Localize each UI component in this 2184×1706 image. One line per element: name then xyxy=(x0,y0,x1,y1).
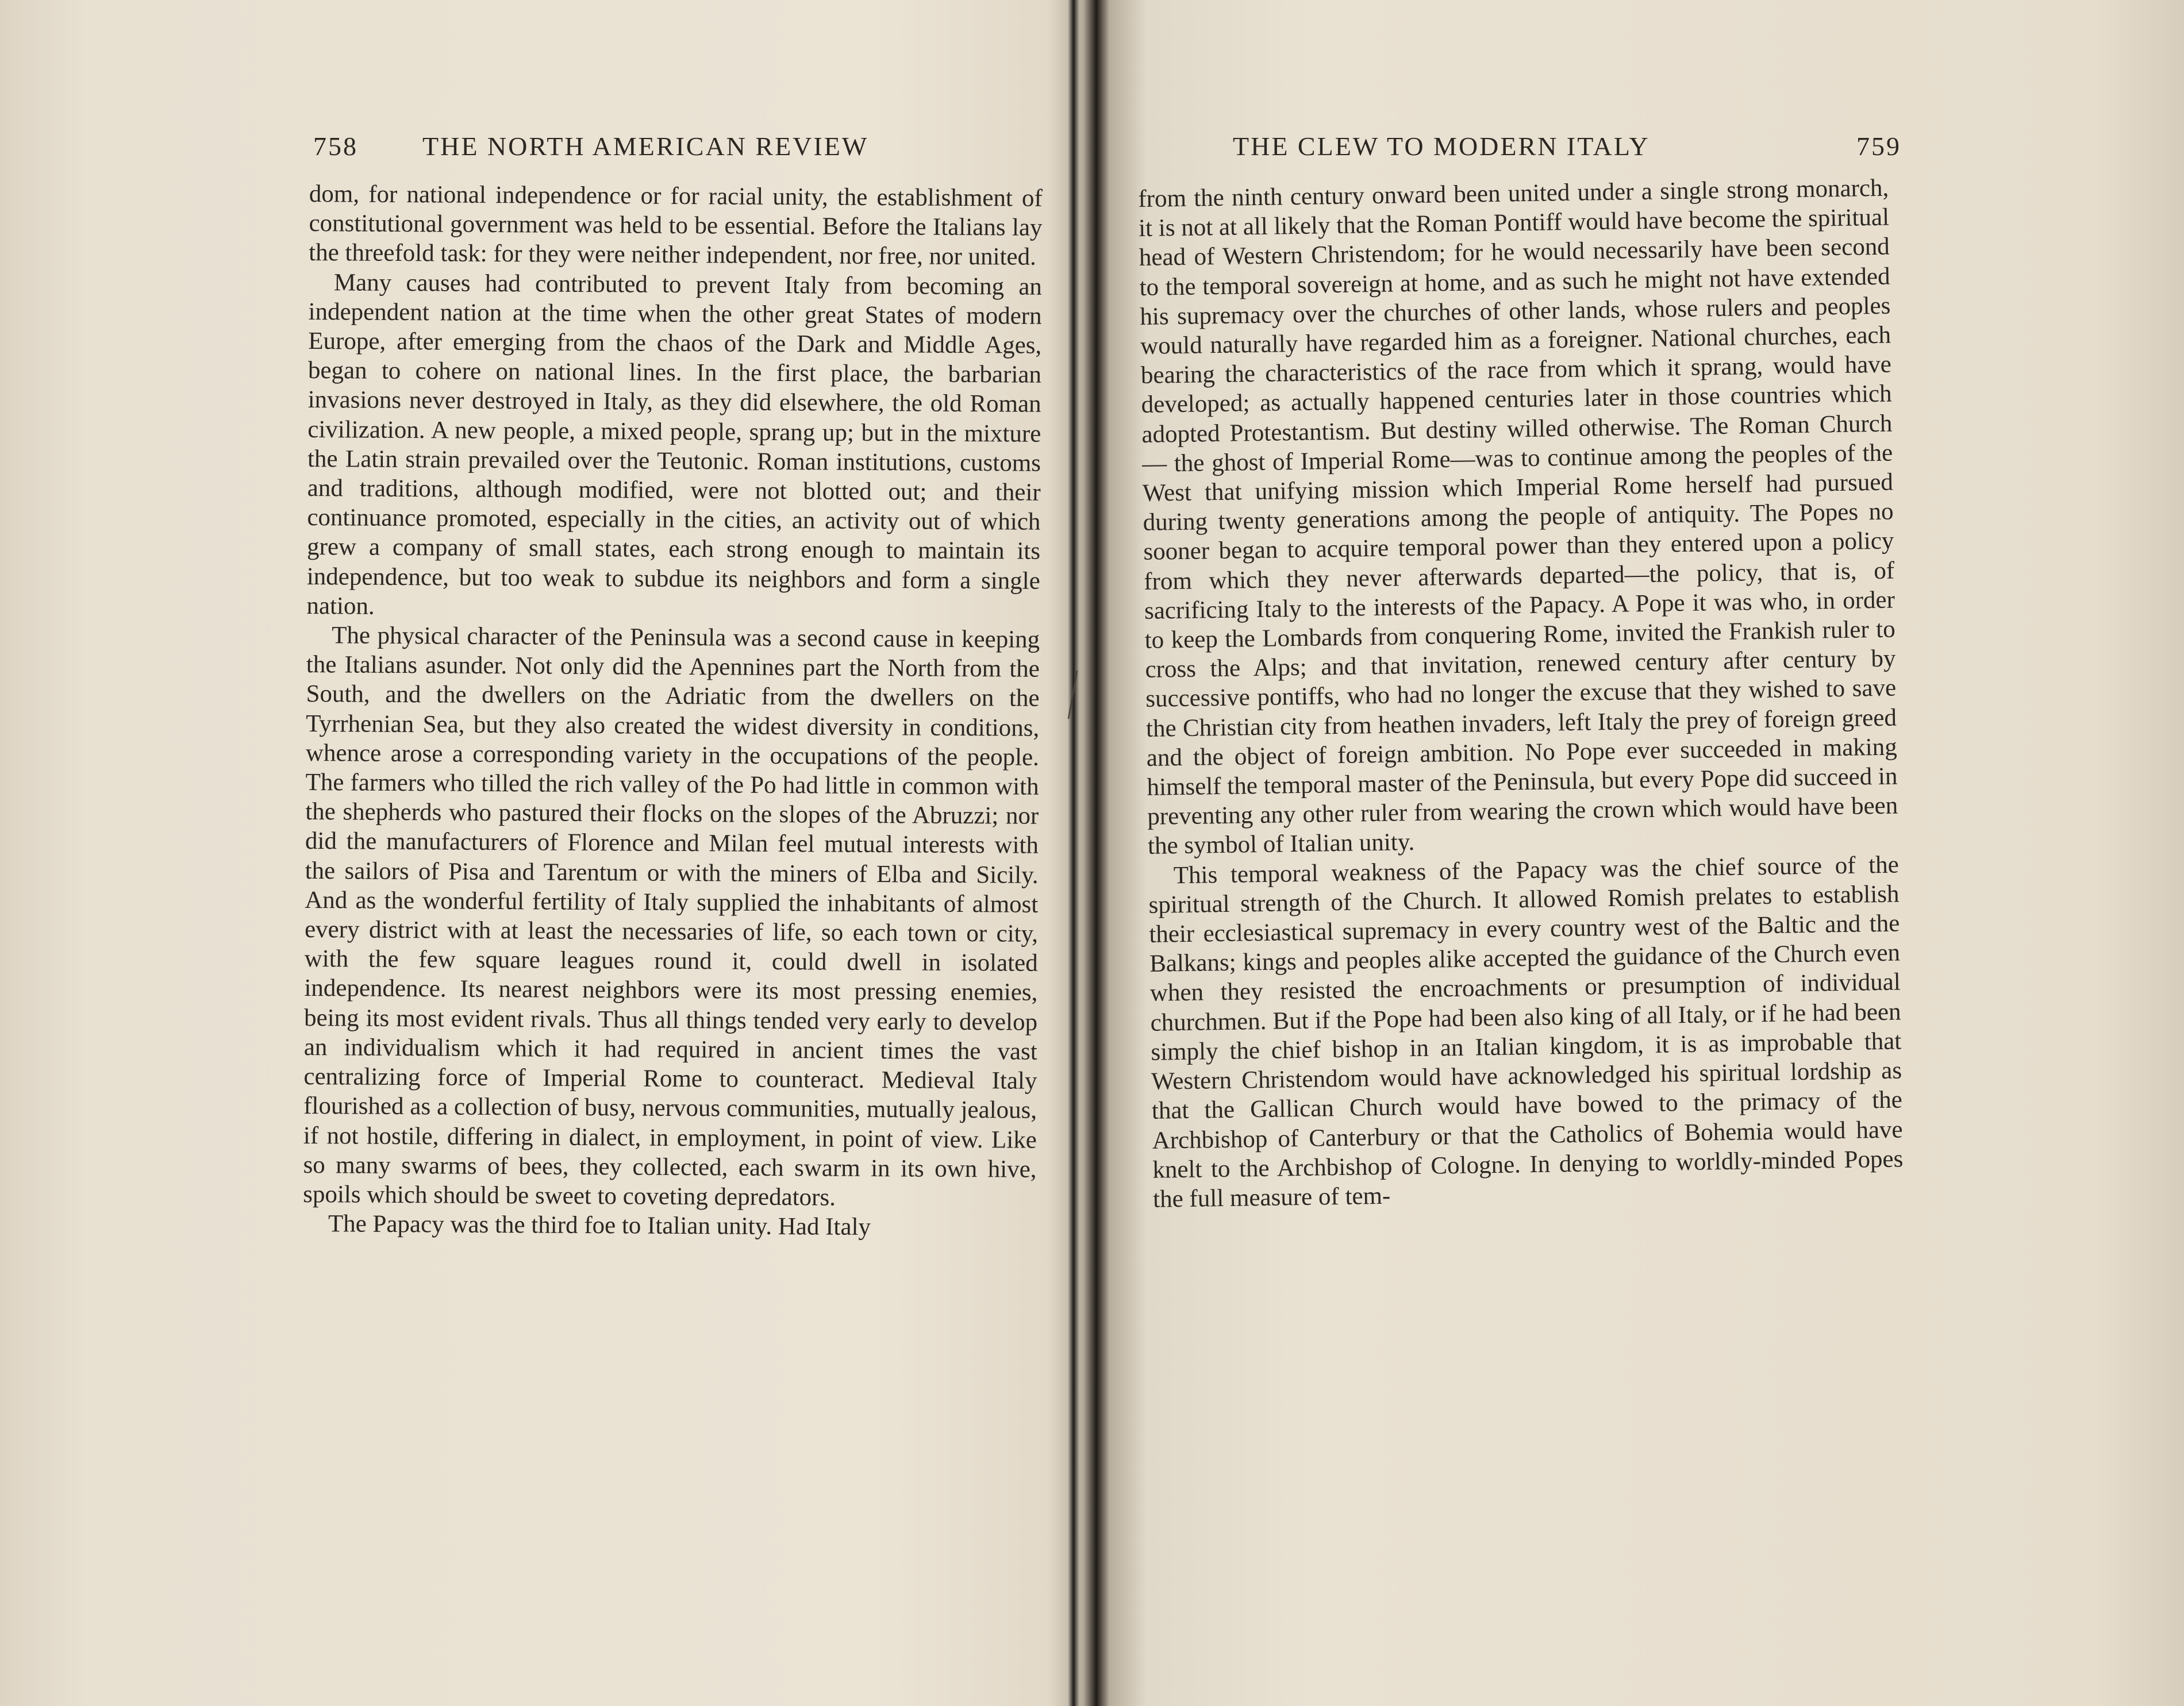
paragraph: This temporal weakness of the Papacy was the chief source of the spiritual strength of the Church. It allowed Romish prelates to establish their ecclesiastical supremacy in every country west of the Baltic and the Balkans; kings and peoples alike accepted the guidance of the Church even when they resisted the encroachments or presumption of individual churchmen. But if the Pope had been also king of all Italy, or if he had been simply the chief bishop in an Italian kingdom, it is as improbable that Western Christendom would have acknowledged his spiritual lordship as that the Gallican Church would have bowed to the primacy of the Archbishop of Canterbury or that the Catholics of Bohemia would have knelt to the Archbishop of Cologne. In denying to worldly-minded Popes the full measure of tem- xyxy=(1148,851,1904,1213)
left-running-head: THE NORTH AMERICAN REVIEW xyxy=(422,132,869,161)
right-running-head: THE CLEW TO MODERN ITALY xyxy=(1233,132,1650,161)
left-text-column xyxy=(303,179,1043,1243)
paragraph: The Papacy was the third foe to Italian unity. Had Italy xyxy=(328,1210,871,1241)
left-page-number: 758 xyxy=(313,132,358,161)
paragraph: from the ninth century onward been united under a single strong monarch, it is not at all likely that the Roman Pontiff would have become the spiritual head of Western Christendom; for he would necessarily have been second to the temporal sovereign at home, and as such he might not have extended his supremacy over the churches of other lands, whose rulers and peoples would naturally have regarded him as a foreigner. National churches, each bearing the characteristics of the race from which it sprang, would have developed; as actually happened centuries later in those countries which adopted Protestantism. But destiny willed otherwise. The Roman Church — the ghost of Imperial Rome—was to continue among the peoples of the West that unifying mission which Imperial Rome herself had pursued during twenty generations among the people of antiquity. The Popes no sooner began to acquire temporal power than they entered upon a policy from which they never afterwards departed—the policy, that is, of sacrificing Italy to the interests of the Papacy. A Pope it was who, in order to keep the Lombards from conquering Rome, invited the Frankish ruler to cross the Alps; and that invitation, renewed century after century by successive pontiffs, who had no longer the excuse that they wished to save the Christian city from heathen invaders, left Italy the prey of foreign greed and the object of foreign ambition. No Pope ever succeeded in making himself the temporal master of the Peninsula, but every Pope did succeed in preventing any other ruler from wearing the crown which would have been the symbol of Italian unity. xyxy=(1138,174,1898,860)
paragraph: dom, for national independence or for racial unity, the establishment of constitutional government was held to be essential. Before the Italians lay the threefold task: for they were neither independent, nor free, nor united. xyxy=(309,180,1043,271)
right-page-number: 759 xyxy=(1856,132,1901,161)
right-page xyxy=(1081,0,2184,1706)
pencil-margin-mark xyxy=(1067,669,1079,721)
left-page xyxy=(0,0,1069,1706)
paragraph: The physical character of the Peninsula was a second cause in keeping the Italians asunder. Not only did the Apennines part the North from the South, and the dwellers on the Adriatic from the dwellers on the Tyrrhenian Sea, but they also created the widest diversity in conditions, whence arose a corresponding variety in the occupations of the people. The farmers who tilled the rich valley of the Po had little in common with the shepherds who pastured their flocks on the slopes of the Abruzzi; nor did the manufacturers of Florence and Milan feel mutual interests with the sailors of Pisa and Tarentum or with the miners of Elba and Sicily. And as the wonderful fertility of Italy supplied the inhabitants of almost every district with at least the necessaries of life, so each town or city, with the few square leagues round it, could dwell in isolated independence. Its nearest neighbors were its most pressing enemies, being its most evident rivals. Thus all things tended very early to develop an individualism which it had required in ancient times the vast centralizing force of Imperial Rome to counteract. Medieval Italy flourished as a collection of busy, nervous communities, mutually jealous, if not hostile, differing in dialect, in employment, in point of view. Like so many swarms of bees, they collected, each swarm in its own hive, spoils which should be sweet to coveting depredators. xyxy=(303,622,1040,1211)
book-gutter xyxy=(1068,0,1079,1706)
paragraph: Many causes had contributed to prevent Italy from becoming an independent nation at the time when the other great States of modern Europe, after emerging from the chaos of the Dark and Middle Ages, began to cohere on national lines. In the first place, the barbarian invasions never destroyed in Italy, as they did elsewhere, the old Roman civilization. A new people, a mixed people, sprang up; but in the mixture the Latin strain prevailed over the Teutonic. Roman institutions, customs and traditions, although modified, were not blotted out; and their continuance promoted, especially in the cities, an activity out of which grew a company of small states, each strong enough to maintain its independence, but too weak to subdue its neighbors and form a single nation. xyxy=(306,268,1043,620)
right-text-column xyxy=(1138,174,1904,1214)
